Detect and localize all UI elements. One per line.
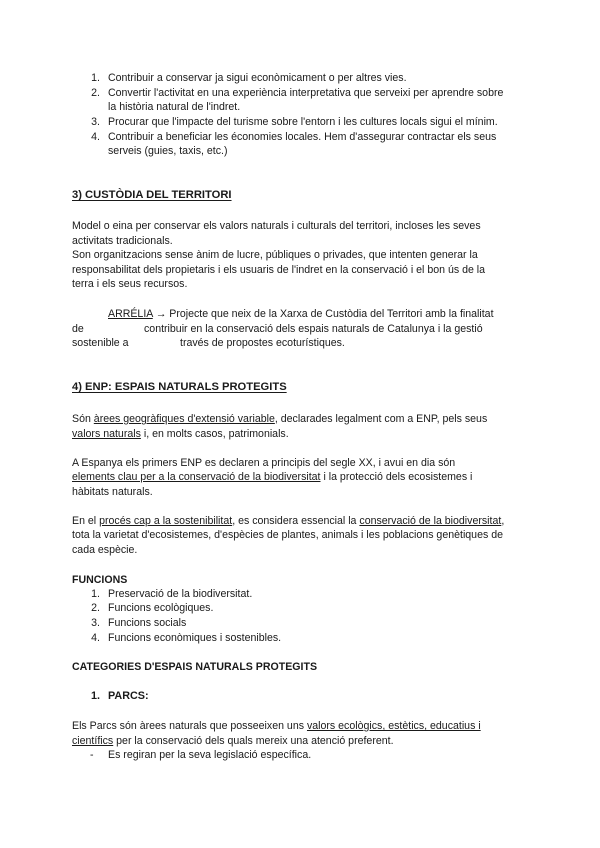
paragraph-line: En el procés cap a la sostenibilitat, es considera essencial la conservació de la biodiversitat, (72, 515, 505, 527)
underlined-term: àrees geogràfiques d'extensió variable (93, 413, 275, 425)
paragraph-line: sostenible a (72, 337, 129, 349)
paragraph-line: través de propostes ecoturístiques. (180, 337, 345, 349)
list-item-text: Procurar que l'impacte del turisme sobre l'entorn i les cultures locals sigui el mínim. (108, 116, 498, 128)
list-number: 3. (91, 116, 100, 128)
paragraph-line: A Espanya els primers ENP es declaren a principis del segle XX, i avui en dia són (72, 457, 456, 469)
paragraph-line: elements clau per a la conservació de la biodiversitat i la protecció dels ecosistemes i (72, 471, 473, 483)
paragraph-line: científics per la conservació dels quals mereix una atenció preferent. (72, 735, 394, 747)
arrelia-line (108, 308, 494, 320)
categories-title: CATEGORIES D'ESPAIS NATURALS PROTEGITS (72, 661, 318, 673)
funcions-title: FUNCIONS (72, 574, 128, 586)
section-heading-custodia: 3) CUSTÒDIA DEL TERRITORI (72, 189, 232, 201)
underlined-term: valors naturals (72, 428, 141, 440)
list-item-text: serveis (guies, taxis, etc.) (108, 145, 228, 157)
section-heading-enp: 4) ENP: ESPAIS NATURALS PROTEGITS (72, 381, 287, 393)
paragraph-line: responsabilitat dels propietaris i els usuaris de l'indret en la conservació i el bon ús de la (72, 264, 486, 276)
list-item-text: la història natural de l'indret. (108, 101, 241, 113)
paragraph-line: activitats tradicionals. (72, 235, 173, 247)
paragraph-line: de (72, 323, 84, 335)
paragraph-line: Els Parcs són àrees naturals que posseeixen uns valors ecològics, estètics, educatius i (72, 720, 481, 732)
list-item-text: Contribuir a beneficiar les économies locales. Hem d'assegurar contractar els seus (108, 131, 497, 143)
list-item-text: Funcions socials (108, 617, 187, 629)
list-number: 1. (91, 72, 100, 84)
underlined-term: procés cap a la sostenibilitat (99, 515, 233, 527)
underlined-term: elements clau per a la conservació de la biodiversitat (72, 471, 321, 483)
paragraph-line: cada espècie. (72, 544, 138, 556)
arrow-icon: → (155, 308, 167, 320)
arrelia-name: ARRÉLIA (108, 308, 153, 320)
paragraph-line: Model o eina per conservar els valors naturals i culturals del territori, incloses les seves (72, 220, 481, 232)
arrelia-text: Projecte que neix de la Xarxa de Custòdia del Territori amb la finalitat (169, 308, 494, 320)
list-number: 4. (91, 632, 100, 644)
paragraph-line: hàbitats naturals. (72, 486, 153, 498)
list-number: 3. (91, 617, 100, 629)
list-number: 2. (91, 602, 100, 614)
underlined-term: valors ecològics, estètics, educatius i (306, 720, 481, 732)
paragraph-line: valors naturals i, en molts casos, patrimonials. (72, 428, 289, 440)
paragraph-line: contribuir en la conservació dels espais naturals de Catalunya i la gestió (144, 323, 483, 335)
list-item-text: Funcions ecològiques. (108, 602, 214, 614)
list-item-text: Contribuir a conservar ja sigui econòmicament o per altres vies. (108, 72, 407, 84)
paragraph-line: Son organitzacions sense ànim de lucre, públiques o privades, que intenten generar la (72, 249, 478, 261)
list-item-text: Es regiran per la seva legislació específica. (108, 749, 312, 761)
paragraph-line: terra i els seus recursos. (72, 278, 188, 290)
list-item-text: Preservació de la biodiversitat. (108, 588, 253, 600)
list-item-text: Funcions econòmiques i sostenibles. (108, 632, 282, 644)
underlined-term: conservació de la biodiversitat (359, 515, 502, 527)
paragraph-line: Són àrees geogràfiques d'extensió variable, declarades legalment com a ENP, pels seus (72, 413, 488, 425)
underlined-term: científics (72, 735, 114, 747)
parcs-heading: PARCS: (108, 690, 149, 702)
dash-bullet: - (90, 749, 94, 761)
list-number: 4. (91, 131, 100, 143)
list-item-text: Convertir l'activitat en una experiència interpretativa que serveixi per aprendre sobre (108, 87, 504, 99)
list-number: 1. (91, 588, 100, 600)
list-number: 1. (90, 690, 100, 702)
list-number: 2. (91, 87, 100, 99)
paragraph-line: tota la varietat d'ecosistemes, d'espècies de plantes, animals i les poblacions genètiques de (72, 529, 503, 541)
